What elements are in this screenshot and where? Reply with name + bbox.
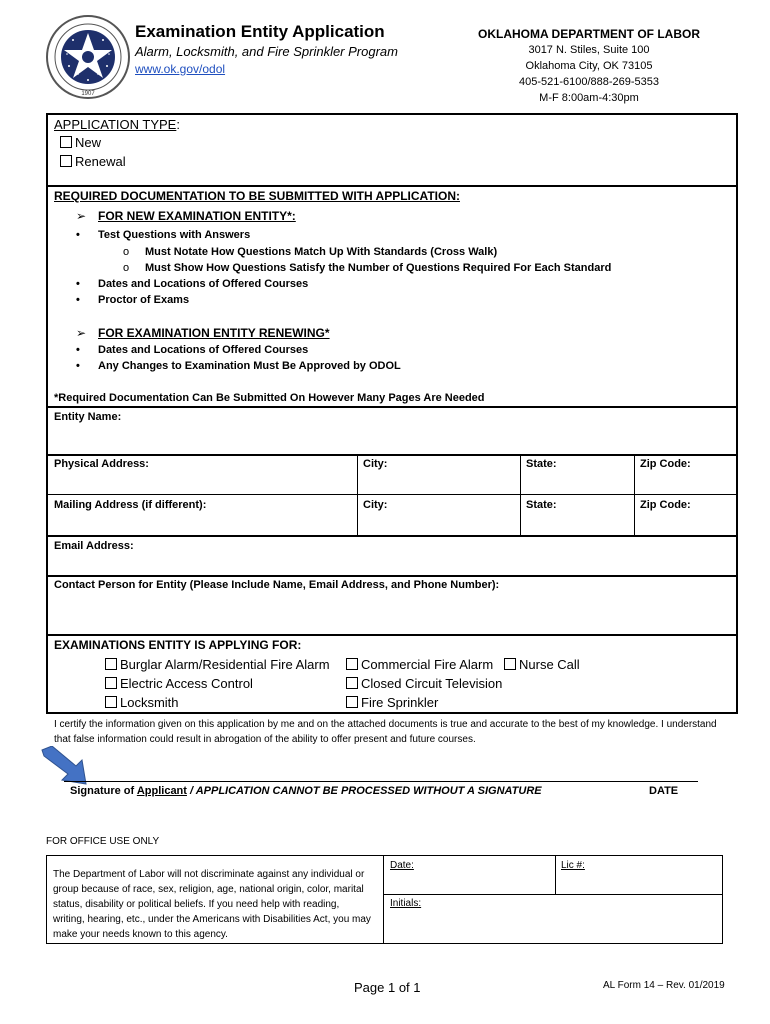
divider (520, 455, 521, 535)
documentation-heading: REQUIRED DOCUMENTATION TO BE SUBMITTED WITH APPLICATION: (54, 189, 460, 203)
physical-zip-field[interactable]: Zip Code: (640, 458, 691, 470)
nurse-call-checkbox[interactable]: Nurse Call (504, 657, 580, 672)
checkbox-icon (504, 658, 516, 670)
list-item: • Proctor of Exams (98, 294, 189, 306)
department-address-line1: 3017 N. Stiles, Suite 100 (528, 44, 650, 56)
physical-address-field[interactable]: Physical Address: (54, 458, 149, 470)
physical-state-field[interactable]: State: (526, 458, 557, 470)
list-item: • Dates and Locations of Offered Courses (98, 278, 308, 290)
website-link[interactable]: www.ok.gov/odol (135, 62, 226, 76)
form-revision: AL Form 14 – Rev. 01/2019 (603, 980, 725, 991)
svg-text:1907: 1907 (81, 91, 95, 97)
checkbox-icon (60, 155, 72, 167)
office-initials-field[interactable]: Initials: (390, 898, 422, 909)
list-item: o Must Show How Questions Satisfy the Number of Questions Required For Each Standard (145, 262, 611, 274)
date-label: DATE (649, 785, 679, 797)
list-item: • Any Changes to Examination Must Be Approved by ODOL (98, 360, 401, 372)
signature-label: Signature of Applicant / APPLICATION CANNOT BE PROCESSED WITHOUT A SIGNATURE (70, 785, 542, 797)
state-seal-logo (45, 14, 131, 100)
checkbox-icon (105, 696, 117, 708)
checkbox-icon (346, 696, 358, 708)
divider (48, 406, 736, 408)
form-title: Examination Entity Application (135, 22, 385, 41)
divider (48, 575, 736, 577)
sign-here-arrow-icon (38, 746, 90, 786)
department-hours: M-F 8:00am-4:30pm (539, 92, 639, 104)
examinations-heading: EXAMINATIONS ENTITY IS APPLYING FOR: (54, 638, 302, 652)
closed-circuit-tv-checkbox[interactable]: Closed Circuit Television (346, 676, 502, 691)
page-number: Page 1 of 1 (354, 980, 421, 995)
divider (384, 894, 722, 895)
checkbox-icon (60, 136, 72, 148)
divider (48, 634, 736, 636)
divider (357, 455, 358, 535)
email-address-field[interactable]: Email Address: (54, 540, 134, 552)
divider (48, 185, 736, 187)
entity-name-field[interactable]: Entity Name: (54, 411, 122, 423)
locksmith-checkbox[interactable]: Locksmith (105, 695, 179, 710)
certification-statement: I certify the information given on this application by me and on the attached documents is true and accurate to the best of my knowledge. I understand that false information could result in abrogation of the ability to offer present and future courses. (54, 719, 717, 745)
department-address-line2: Oklahoma City, OK 73105 (525, 60, 653, 72)
divider (555, 856, 556, 894)
fire-sprinkler-checkbox[interactable]: Fire Sprinkler (346, 695, 438, 710)
application-type-new-checkbox[interactable]: New (60, 135, 101, 150)
office-date-field[interactable]: Date: (390, 860, 414, 871)
burglar-alarm-checkbox[interactable]: Burglar Alarm/Residential Fire Alarm (105, 657, 330, 672)
application-form-frame (46, 113, 738, 714)
checkbox-icon (105, 677, 117, 689)
form-subtitle: Alarm, Locksmith, and Fire Sprinkler Program (135, 44, 398, 59)
physical-city-field[interactable]: City: (363, 458, 388, 470)
divider (634, 455, 635, 535)
list-item: • Dates and Locations of Offered Courses (98, 344, 308, 356)
checkbox-icon (346, 658, 358, 670)
mailing-address-field[interactable]: Mailing Address (if different): (54, 499, 207, 511)
office-use-label: FOR OFFICE USE ONLY (46, 836, 160, 847)
contact-person-field[interactable]: Contact Person for Entity (Please Include Name, Email Address, and Phone Number): (54, 579, 500, 591)
mailing-state-field[interactable]: State: (526, 499, 557, 511)
checkbox-icon (105, 658, 117, 670)
mailing-city-field[interactable]: City: (363, 499, 388, 511)
list-item: o Must Notate How Questions Match Up With Standards (Cross Walk) (145, 246, 497, 258)
divider (48, 535, 736, 537)
application-type-renewal-checkbox[interactable]: Renewal (60, 154, 126, 169)
divider (48, 494, 736, 495)
department-phone: 405-521-6100/888-269-5353 (518, 76, 660, 88)
list-item: • Test Questions with Answers (98, 229, 250, 241)
documentation-footnote: *Required Documentation Can Be Submitted On However Many Pages Are Needed (54, 392, 485, 404)
renewing-entity-heading: ➢ FOR EXAMINATION ENTITY RENEWING* (98, 326, 330, 340)
office-license-number-field[interactable]: Lic #: (561, 860, 585, 871)
electric-access-control-checkbox[interactable]: Electric Access Control (105, 676, 253, 691)
non-discrimination-notice: The Department of Labor will not discriminate against any individual or group because of race, sex, religion, age, national origin, color, marital status, disability or political beliefs. If you need help with reading, writing, hearing, etc., under the Americans with Disabilities Act, you may make your needs known to this agency. (53, 869, 371, 940)
mailing-zip-field[interactable]: Zip Code: (640, 499, 691, 511)
department-name: OKLAHOMA DEPARTMENT OF LABOR (478, 27, 700, 41)
divider (48, 454, 736, 456)
signature-line[interactable] (64, 781, 698, 782)
application-type-heading: APPLICATION TYPE: (54, 117, 180, 132)
new-entity-heading: ➢ FOR NEW EXAMINATION ENTITY*: (98, 209, 296, 223)
commercial-fire-alarm-checkbox[interactable]: Commercial Fire Alarm (346, 657, 493, 672)
checkbox-icon (346, 677, 358, 689)
divider (383, 856, 384, 943)
